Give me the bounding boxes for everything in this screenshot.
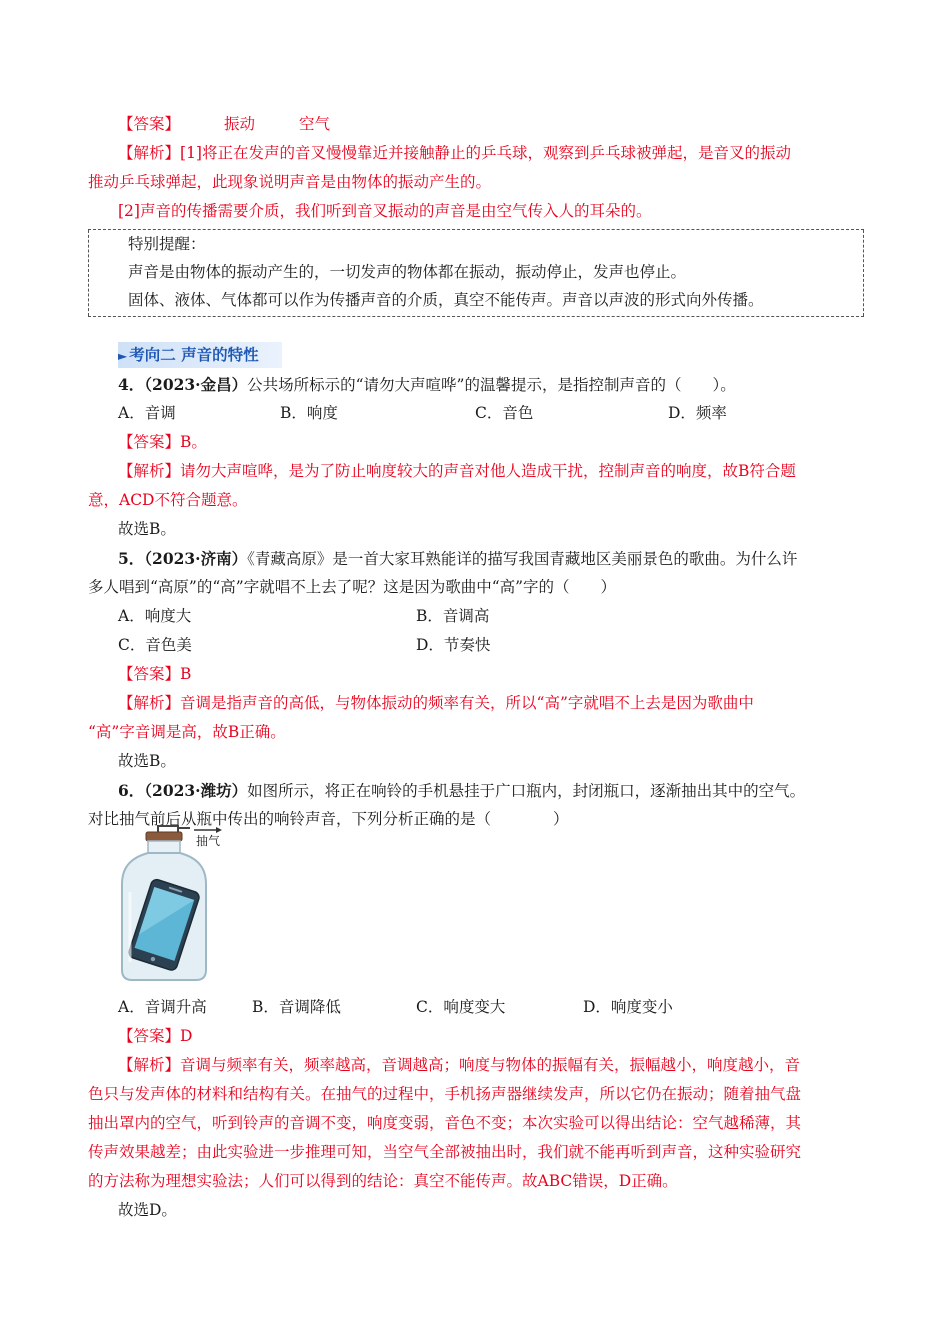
q4-source: （2023·金昌） xyxy=(144,375,248,394)
section-title: 考向二 声音的特性 xyxy=(129,345,259,364)
q3-analysis-line-3: [2]声音的传播需要介质，我们听到音叉振动的声音是由空气传入人的耳朵的。 xyxy=(118,202,652,220)
pump-out-label: 抽气 xyxy=(196,834,221,848)
q4-answer-line xyxy=(118,428,898,457)
q3-analysis-tag: 【解析】 xyxy=(118,144,181,162)
q4-option-a: A．音调 xyxy=(118,404,176,422)
q6-stem-text-1: 如图所示，将正在响铃的手机悬挂于广口瓶内，封闭瓶口，逐渐抽出其中的空气。 xyxy=(247,782,806,800)
q6-analysis-line-4: 传声效果越差；由此实验进一步推理可知，当空气全部被抽出时，我们就不能再听到声音，这种实验研究 xyxy=(88,1143,802,1161)
q5-stem-line-1 xyxy=(118,544,898,574)
q5-choose: 故选B。 xyxy=(118,752,176,770)
q6-answer-tag: 【答案】 xyxy=(118,1027,181,1045)
q5-source: （2023·济南） xyxy=(144,549,248,568)
triangle-marker-icon: ► xyxy=(118,349,128,363)
bell-jar-phone-illustration xyxy=(110,822,240,987)
q3-analysis-line-1 xyxy=(118,139,898,168)
note-title: 特别提醒： xyxy=(128,235,206,253)
q5-option-b: B．音调高 xyxy=(416,607,490,625)
q3-answer-tag: 【答案】 xyxy=(118,115,181,133)
q6-answer: D xyxy=(180,1027,193,1045)
q5-analysis-text-1: 音调是指声音的高低，与物体振动的频率有关，所以“高”字就唱不上去是因为歌曲中 xyxy=(180,694,754,712)
q6-analysis-text-1: 音调与频率有关，频率越高，音调越高；响度与物体的振幅有关，振幅越小，响度越小，音 xyxy=(180,1056,801,1074)
q3-answer-1: 振动 xyxy=(224,115,256,133)
q5-option-d: D．节奏快 xyxy=(416,636,491,654)
q6-answer-line xyxy=(118,1022,898,1051)
q6-option-d: D．响度变小 xyxy=(583,998,673,1016)
q6-analysis-line-2: 色只与发声体的材料和结构有关。在抽气的过程中，手机扬声器继续发声，所以它仍在振动；随着抽气盘 xyxy=(88,1085,802,1103)
q6-analysis-line-1 xyxy=(118,1051,898,1080)
q6-number: 6． xyxy=(118,781,145,800)
q4-stem xyxy=(118,370,898,400)
q5-number: 5． xyxy=(118,549,145,568)
q4-analysis-tag: 【解析】 xyxy=(118,462,181,480)
q4-number: 4． xyxy=(118,375,145,394)
section-header xyxy=(118,342,282,368)
q6-source: （2023·潍坊） xyxy=(144,781,248,800)
q3-answer-line xyxy=(118,110,898,139)
q5-analysis-line-1 xyxy=(118,689,898,718)
q6-option-c: C．响度变大 xyxy=(416,998,506,1016)
q5-answer-line xyxy=(118,660,898,689)
special-note-box xyxy=(88,229,864,317)
q3-analysis-text-1: [1]将正在发声的音叉慢慢靠近并接触静止的乒乓球，观察到乒乓球被弹起，是音叉的振动 xyxy=(180,144,791,162)
q4-option-c: C．音色 xyxy=(475,404,534,422)
q6-choose: 故选D。 xyxy=(118,1201,177,1219)
q5-stem-line-2: 多人唱到“高原”的“高”字就唱不上去了呢？这是因为歌曲中“高”字的（ ） xyxy=(88,578,617,596)
q6-analysis-tag: 【解析】 xyxy=(118,1056,181,1074)
q6-option-a: A．音调升高 xyxy=(118,998,207,1016)
q3-answer-2: 空气 xyxy=(299,115,331,133)
q6-analysis-line-3: 抽出罩内的空气，听到铃声的音调不变，响度变弱，音色不变；本次实验可以得出结论：空气越稀薄，其 xyxy=(88,1114,802,1132)
bell-jar-figure xyxy=(110,822,240,987)
q6-stem-line-1 xyxy=(118,776,898,806)
q5-answer: B xyxy=(180,665,192,683)
q6-analysis-line-5: 的方法称为理想实验法；人们可以得到的结论：真空不能传声。故ABC错误，D正确。 xyxy=(88,1172,678,1190)
q4-stem-text: 公共场所标示的“请勿大声喧哗”的温馨提示，是指控制声音的（ ）。 xyxy=(247,376,736,394)
q4-option-d: D．频率 xyxy=(668,404,727,422)
q5-option-a: A．响度大 xyxy=(118,607,192,625)
q4-option-b: B．响度 xyxy=(280,404,338,422)
q6-option-b: B．音调降低 xyxy=(252,998,341,1016)
note-line-1: 声音是由物体的振动产生的，一切发声的物体都在振动，振动停止，发声也停止。 xyxy=(128,263,687,281)
q5-answer-tag: 【答案】 xyxy=(118,665,181,683)
q5-option-c: C．音色美 xyxy=(118,636,192,654)
q4-answer-tag: 【答案】 xyxy=(118,433,181,451)
note-line-2: 固体、液体、气体都可以作为传播声音的介质，真空不能传声。声音以声波的形式向外传播。 xyxy=(128,291,764,309)
q6-stem-line-2: 对比抽气前后从瓶中传出的响铃声音，下列分析正确的是（ ） xyxy=(88,810,569,828)
q4-analysis-line-1 xyxy=(118,457,898,486)
q5-analysis-line-2: “高”字音调是高，故B正确。 xyxy=(88,723,286,741)
q4-analysis-text-1: 请勿大声喧哗，是为了防止响度较大的声音对他人造成干扰，控制声音的响度，故B符合题 xyxy=(180,462,796,480)
q4-answer: B。 xyxy=(180,433,207,451)
q4-analysis-line-2: 意，ACD不符合题意。 xyxy=(88,491,248,509)
q3-analysis-line-2: 推动乒乓球弹起，此现象说明声音是由物体的振动产生的。 xyxy=(88,173,492,191)
q5-stem-text-1: 《青藏高原》是一首大家耳熟能详的描写我国青藏地区美丽景色的歌曲。为什么许 xyxy=(247,550,798,568)
q4-choose: 故选B。 xyxy=(118,520,176,538)
q5-analysis-tag: 【解析】 xyxy=(118,694,181,712)
